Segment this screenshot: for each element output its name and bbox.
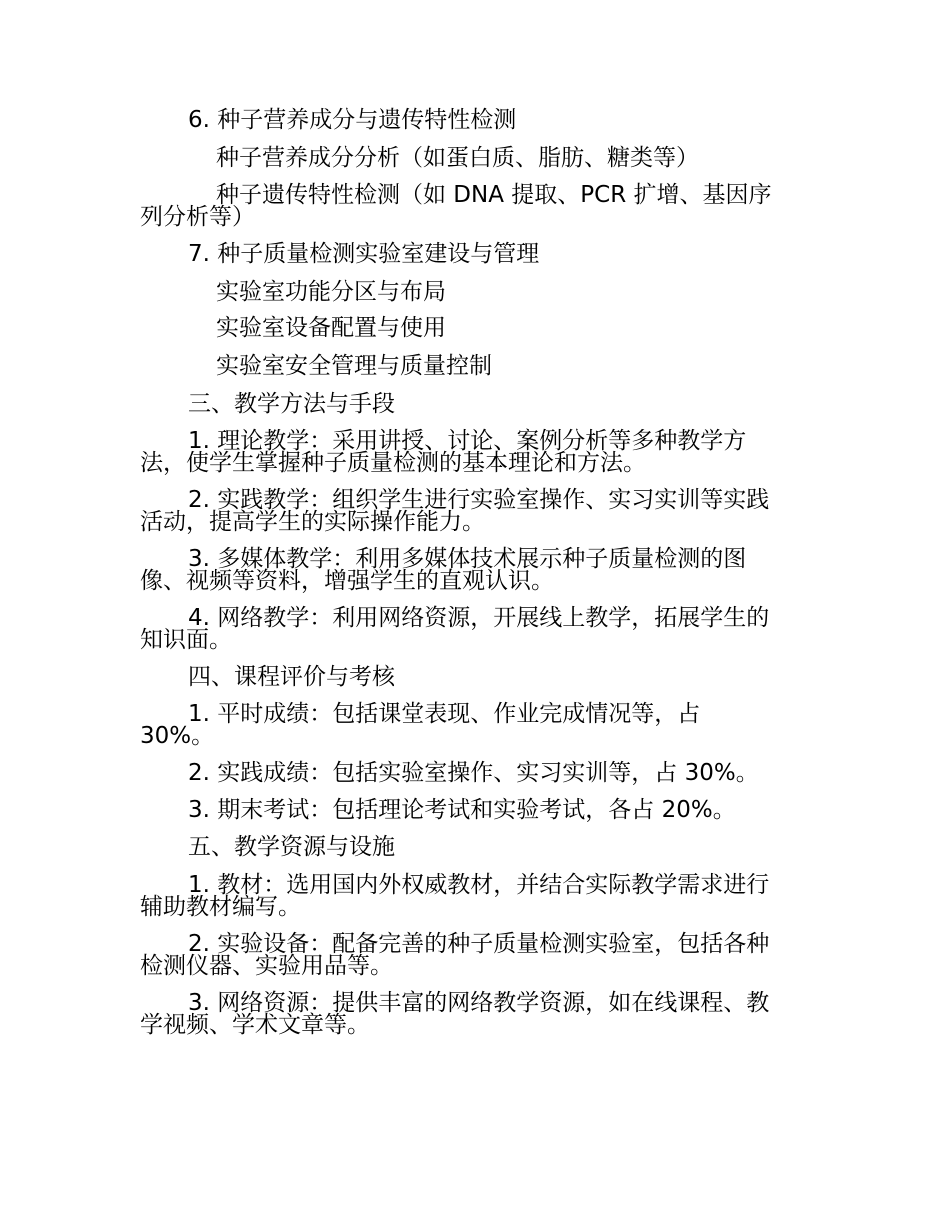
section-7-item-layout: 实验室功能分区与布局 [216, 279, 446, 305]
part-3-para-3-line2: 像、视频等资料，增强学生的直观认识。 [140, 568, 554, 594]
part-5-para-2-line2: 检测仪器、实验用品等。 [140, 953, 393, 979]
part-4-para-2: 2. 实践成绩：包括实验室操作、实习实训等，占 30%。 [188, 760, 759, 786]
part-3-para-2-line1: 2. 实践教学：组织学生进行实验室操作、实习实训等实践 [188, 487, 770, 513]
part-4-para-1-line1: 1. 平时成绩：包括课堂表现、作业完成情况等，占 [188, 701, 701, 727]
part-3-para-2-line2: 活动，提高学生的实际操作能力。 [140, 509, 485, 535]
part-3-heading: 三、教学方法与手段 [188, 391, 395, 417]
section-7-item-equipment: 实验室设备配置与使用 [216, 315, 446, 341]
part-5-heading: 五、教学资源与设施 [188, 834, 395, 860]
part-3-para-3-line1: 3. 多媒体教学：利用多媒体技术展示种子质量检测的图 [188, 546, 747, 572]
part-5-para-2-line1: 2. 实验设备：配备完善的种子质量检测实验室，包括各种 [188, 931, 770, 957]
section-6-item-genetics-line1: 种子遗传特性检测（如 DNA 提取、PCR 扩增、基因序 [216, 182, 772, 208]
section-6-item-nutrition: 种子营养成分分析（如蛋白质、脂肪、糖类等） [216, 145, 699, 171]
section-6-heading: 6. 种子营养成分与遗传特性检测 [188, 107, 517, 133]
part-5-para-3-line2: 学视频、学术文章等。 [140, 1012, 370, 1038]
part-3-para-4-line2: 知识面。 [140, 627, 232, 653]
part-5-para-1-line1: 1. 教材：选用国内外权威教材，并结合实际教学需求进行 [188, 872, 770, 898]
part-5-para-3-line1: 3. 网络资源：提供丰富的网络教学资源，如在线课程、教 [188, 990, 770, 1016]
part-3-para-1-line1: 1. 理论教学：采用讲授、讨论、案例分析等多种教学方 [188, 428, 747, 454]
part-4-para-1-line2: 30%。 [140, 723, 215, 749]
part-4-heading: 四、课程评价与考核 [188, 664, 395, 690]
section-6-item-genetics-line2: 列分析等） [140, 204, 255, 230]
part-3-para-1-line2: 法，使学生掌握种子质量检测的基本理论和方法。 [140, 450, 646, 476]
section-7-item-safety: 实验室安全管理与质量控制 [216, 353, 492, 379]
part-3-para-4-line1: 4. 网络教学：利用网络资源，开展线上教学，拓展学生的 [188, 605, 770, 631]
part-5-para-1-line2: 辅助教材编写。 [140, 894, 301, 920]
part-4-para-3: 3. 期末考试：包括理论考试和实验考试，各占 20%。 [188, 797, 736, 823]
section-7-heading: 7. 种子质量检测实验室建设与管理 [188, 241, 540, 267]
